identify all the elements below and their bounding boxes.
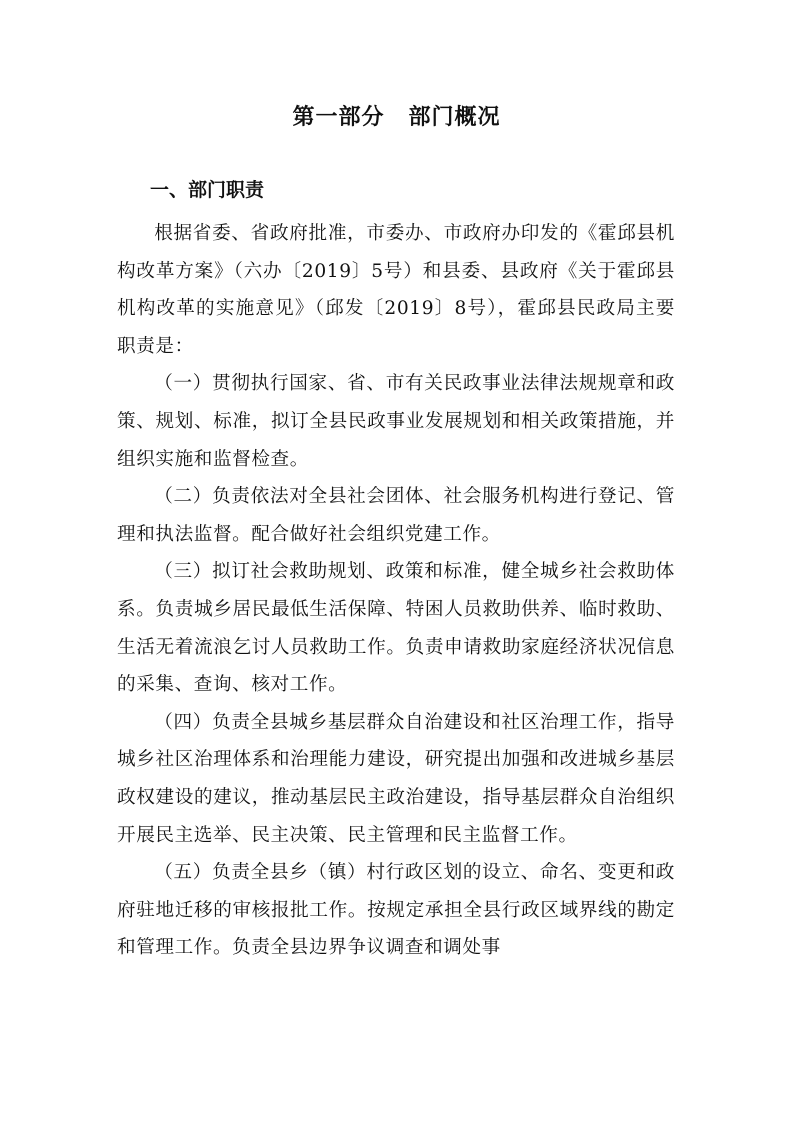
paragraph-intro: 根据省委、省政府批准，市委办、市政府办印发的《霍邱县机构改革方案》（六办〔2019〕5号）和县委、县政府《关于霍邱县机构改革的实施意见》（邱发〔2019〕8号），霍邱县民政局主要职责是：	[117, 223, 675, 357]
paragraph-duty-5: （五）负责全县乡（镇）村行政区划的设立、命名、变更和政府驻地迁移的审核报批工作。按规定承担全县行政区域界线的勘定和管理工作。负责全县边界争议调查和调处事	[117, 862, 675, 959]
paragraph-duty-2: （二）负责依法对全县社会团体、社会服务机构进行登记、管理和执法监督。配合做好社会组织党建工作。	[117, 486, 675, 545]
paragraph-duty-1: （一）贯彻执行国家、省、市有关民政事业法律法规规章和政策、规划、标准，拟订全县民政事业发展规划和相关政策措施，并组织实施和监督检查。	[117, 373, 675, 470]
paragraph-duty-3: （三）拟订社会救助规划、政策和标准，健全城乡社会救助体系。负责城乡居民最低生活保障、特困人员救助供养、临时救助、生活无着流浪乞讨人员救助工作。负责申请救助家庭经济状况信息的采集、查询、核对工作。	[117, 561, 675, 696]
page-title	[0, 102, 793, 134]
title-part: 第一部分	[292, 105, 385, 130]
section-heading: 一、部门职责	[150, 179, 265, 201]
body-text	[117, 215, 675, 967]
title-name: 部门概况	[408, 105, 501, 130]
paragraph-duty-4: （四）负责全县城乡基层群众自治建设和社区治理工作，指导城乡社区治理体系和治理能力建设，研究提出加强和改进城乡基层政权建设的建议，推动基层民主政治建设，指导基层群众自治组织开展民主选举、民主决策、民主管理和民主监督工作。	[117, 711, 675, 846]
